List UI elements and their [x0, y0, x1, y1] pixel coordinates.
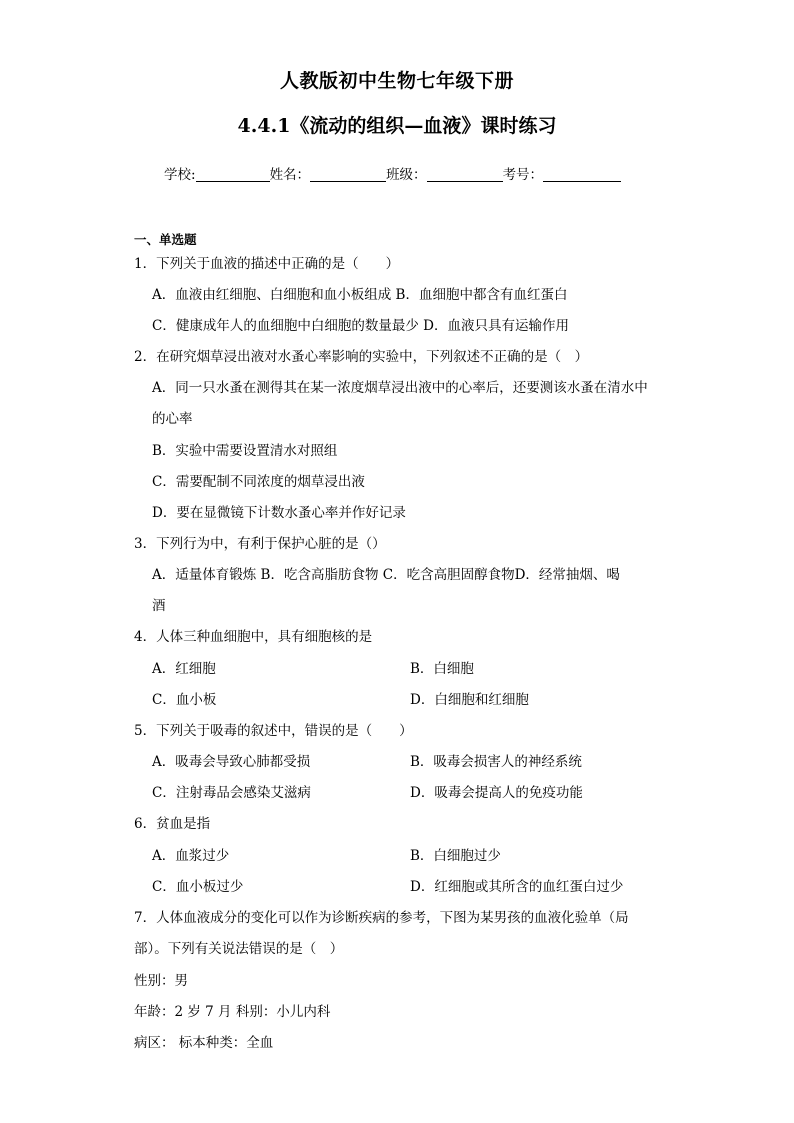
question-4-option-c: C．血小板	[152, 692, 217, 708]
question-4-option-b: B．白细胞	[410, 661, 474, 677]
exam-number-field[interactable]	[543, 167, 621, 182]
question-7-stem-cont: 部）。下列有关说法错误的是（ ）	[134, 941, 344, 957]
question-3-options-cont: 酒	[152, 598, 166, 614]
page-subtitle: 4.4.1《流动的组织—血液》课时练习	[237, 115, 557, 137]
page-title: 人教版初中生物七年级下册	[279, 70, 514, 92]
question-3-stem: 3．下列行为中，有利于保护心脏的是（）	[134, 536, 386, 552]
question-5-option-d: D．吸毒会提高人的免疫功能	[410, 785, 583, 801]
report-ward-specimen: 病区： 标本种类：全血	[134, 1035, 274, 1051]
question-6-stem: 6．贫血是指	[134, 816, 211, 832]
question-5-option-b: B．吸毒会损害人的神经系统	[410, 754, 582, 770]
class-label: 班级：	[386, 167, 427, 183]
question-2-stem: 2．在研究烟草浸出液对水蚤心率影响的实验中，下列叙述不正确的是（ ）	[134, 349, 589, 365]
question-6-option-a: A．血浆过少	[152, 848, 230, 864]
section-heading: 一、单选题	[134, 232, 197, 247]
name-label: 姓名：	[269, 167, 311, 183]
question-4-stem: 4．人体三种血细胞中，具有细胞核的是	[134, 629, 373, 645]
question-3-options: A．适量体育锻炼 B．吃含高脂肪食物 C．吃含高胆固醇食物D．经常抽烟、喝	[152, 567, 620, 583]
report-age-department: 年龄：2 岁 7 月 科别：小儿内科	[134, 1004, 331, 1020]
question-5-option-c: C．注射毒品会感染艾滋病	[152, 785, 311, 801]
question-2-option-c: C．需要配制不同浓度的烟草浸出液	[152, 474, 365, 490]
question-5-stem: 5．下列关于吸毒的叙述中，错误的是（ ）	[134, 723, 413, 739]
class-field[interactable]	[427, 167, 503, 182]
school-field[interactable]	[196, 167, 270, 182]
question-2-option-a-cont: 的心率	[152, 411, 193, 427]
question-2-option-b: B．实验中需要设置清水对照组	[152, 443, 338, 459]
exam-number-label: 考号：	[502, 167, 544, 183]
question-2-option-d: D．要在显微镜下计数水蚤心率并作好记录	[152, 505, 406, 521]
question-2-option-a: A．同一只水蚤在测得其在某一浓度烟草浸出液中的心率后，还要测该水蚤在清水中	[152, 380, 648, 396]
school-label: 学校:	[164, 167, 196, 183]
name-field[interactable]	[310, 167, 386, 182]
report-gender: 性别：男	[134, 973, 188, 989]
question-1-stem: 1．下列关于血液的描述中正确的是（ ）	[134, 256, 400, 272]
question-1-options-ab: A．血液由红细胞、白细胞和血小板组成 B．血细胞中都含有血红蛋白	[152, 287, 568, 303]
student-info-row	[164, 163, 621, 183]
question-4-option-a: A．红细胞	[152, 661, 216, 677]
question-7-stem: 7．人体血液成分的变化可以作为诊断疾病的参考，下图为某男孩的血液化验单（局	[134, 910, 629, 926]
question-6-option-b: B．白细胞过少	[410, 848, 501, 864]
question-5-option-a: A．吸毒会导致心肺都受损	[152, 754, 311, 770]
question-4-option-d: D．白细胞和红细胞	[410, 692, 529, 708]
question-6-option-d: D．红细胞或其所含的血红蛋白过少	[410, 879, 624, 895]
question-1-options-cd: C．健康成年人的血细胞中白细胞的数量最少 D．血液只具有运输作用	[152, 318, 569, 334]
question-6-option-c: C．血小板过少	[152, 879, 244, 895]
